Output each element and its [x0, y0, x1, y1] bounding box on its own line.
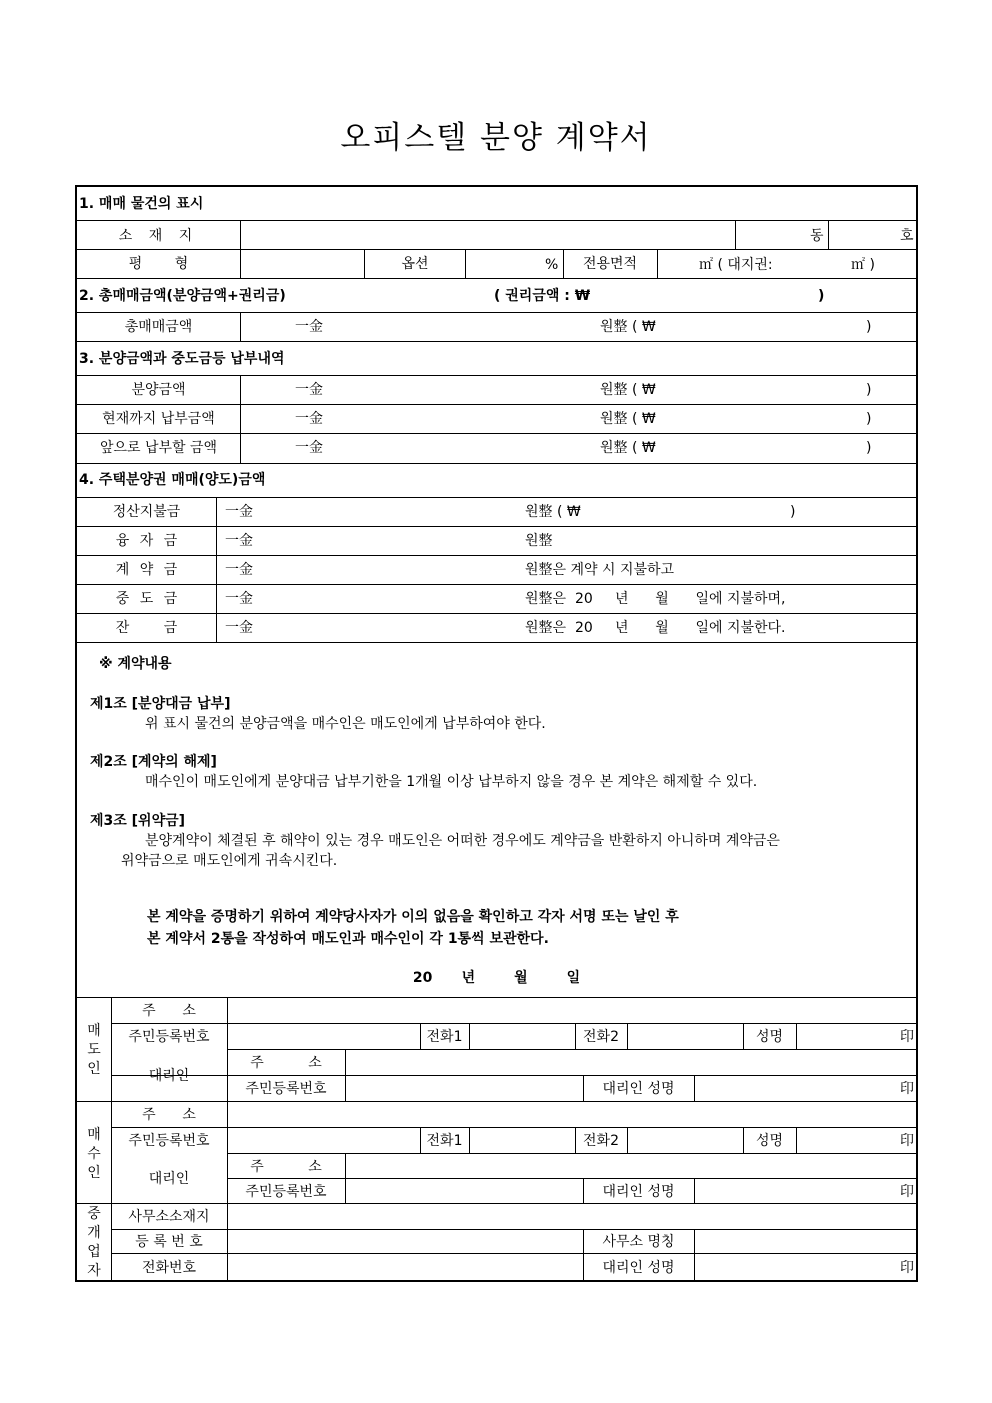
seller-agent-reg-label: 주민등록번호 [245, 1081, 327, 1097]
terms-heading: ※ 계약내용 [99, 656, 172, 672]
remaining-close: ) [866, 440, 872, 456]
settlement-won-suffix: 원整 ( ₩ [525, 504, 581, 520]
section-4-heading: 4. 주택분양권 매매(양도)금액 [79, 472, 266, 488]
article-2-title: 제2조 [계약의 해제] [90, 754, 217, 770]
total-close: ) [866, 319, 872, 335]
seller-agent-label: 대리인 [148, 1068, 190, 1084]
seller-agent-address-label: 주 소 [250, 1055, 322, 1071]
exclusive-area-label: 전용면적 [582, 256, 638, 272]
office-name-label: 사무소 명칭 [602, 1234, 675, 1250]
seller-name-label: 성명 [755, 1029, 784, 1045]
premium-label: ( 권리금액 : ₩ [494, 288, 591, 304]
paid-close: ) [866, 411, 872, 427]
contract-date: 20 년 월 일 [412, 970, 581, 986]
closing-line-2: 본 계약서 2통을 작성하여 매도인과 매수인이 각 1통씩 보관한다. [147, 931, 549, 947]
section-2-heading: 2. 총매매금액(분양금액+권리금) [79, 288, 286, 304]
broker-phone-label: 전화번호 [141, 1260, 197, 1276]
buyer-agent-seal: 印 [900, 1184, 914, 1200]
interim-won-prefix: 一金 [225, 591, 253, 607]
buyer-reg-label: 주민등록번호 [128, 1133, 210, 1149]
seller-phone2-label: 전화2 [583, 1029, 619, 1045]
premium-close: ) [818, 288, 825, 304]
remaining-amount-label: 앞으로 납부할 금액 [99, 440, 218, 456]
seller-reg-label: 주민등록번호 [128, 1029, 210, 1045]
sale-close: ) [866, 382, 872, 398]
loan-won-suffix: 원整 [525, 533, 553, 549]
seller-address-label: 주 소 [142, 1003, 196, 1019]
section-3-heading: 3. 분양금액과 중도금등 납부내역 [79, 351, 285, 367]
contract-form [75, 185, 918, 1282]
sale-amount-label: 분양금액 [131, 382, 186, 398]
deposit-won-suffix: 원整은 계약 시 지불하고 [525, 562, 675, 578]
paid-won-prefix: 一金 [295, 411, 323, 427]
closing-line-1: 본 계약을 증명하기 위하여 계약당사자가 이의 없음을 확인하고 각자 서명 또는 날인 후 [147, 909, 679, 925]
buyer-address-label: 주 소 [142, 1107, 196, 1123]
article-3-body-2: 위약금으로 매도인에게 귀속시킨다. [121, 853, 338, 869]
interim-label: 중 도 금 [115, 591, 178, 607]
seller-seal: 印 [900, 1029, 914, 1045]
land-right-label: ㎡ ( 대지권: [699, 257, 773, 273]
article-1-body: 위 표시 물건의 분양금액을 매수인은 매도인에게 납부하여야 한다. [145, 716, 546, 732]
settlement-close: ) [790, 504, 796, 520]
dong-label: 동 [810, 228, 824, 244]
remaining-won-suffix: 원整 ( ₩ [600, 440, 656, 456]
balance-won-suffix: 원整은 20 년 월 일에 지불한다. [525, 620, 786, 636]
loan-won-prefix: 一金 [225, 533, 253, 549]
broker-label-text: 중개업자 [87, 1206, 101, 1279]
broker-label [84, 1205, 104, 1281]
buyer-agent-label: 대리인 [148, 1171, 190, 1187]
location-label: 소 재 지 [118, 228, 199, 244]
broker-seal: 印 [900, 1260, 914, 1276]
seller-agent-name-label: 대리인 성명 [602, 1081, 675, 1097]
article-1-title: 제1조 [분양대금 납부] [90, 696, 231, 712]
sale-won-prefix: 一金 [295, 382, 323, 398]
land-unit: ㎡ ) [851, 257, 875, 273]
balance-won-prefix: 一金 [225, 620, 253, 636]
broker-agent-name-label: 대리인 성명 [602, 1260, 675, 1276]
page-title: 오피스텔 분양 계약서 [340, 120, 652, 156]
settlement-label: 정산지불금 [112, 504, 181, 520]
office-address-label: 사무소소재지 [128, 1209, 210, 1225]
loan-label: 융 자 금 [115, 533, 178, 549]
interim-won-suffix: 원整은 20 년 월 일에 지불하며, [525, 591, 786, 607]
total-won-suffix: 원整 ( ₩ [600, 319, 656, 335]
article-3-body-1: 분양계약이 체결된 후 해약이 있는 경우 매도인은 어떠한 경우에도 계약금을 반환하지 아니하며 계약금은 [145, 833, 780, 849]
buyer-seal: 印 [900, 1133, 914, 1149]
paid-won-suffix: 원整 ( ₩ [600, 411, 656, 427]
section-1-heading: 1. 매매 물건의 표시 [79, 196, 204, 212]
option-label: 옵션 [401, 256, 429, 272]
seller-agent-seal: 印 [900, 1081, 914, 1097]
buyer-phone1-label: 전화1 [426, 1133, 463, 1149]
registration-number-label: 등 록 번 호 [135, 1234, 203, 1250]
buyer-label-text: 매수인 [87, 1127, 101, 1181]
seller-label-text: 매도인 [87, 1023, 101, 1077]
seller-label [84, 1022, 104, 1079]
buyer-agent-reg-label: 주민등록번호 [245, 1184, 327, 1200]
ho-label: 호 [900, 228, 914, 244]
balance-label: 잔 금 [115, 620, 178, 636]
paid-amount-label: 현재까지 납부금액 [102, 411, 215, 427]
total-amount-label: 총매매금액 [124, 319, 193, 335]
sale-won-suffix: 원整 ( ₩ [600, 382, 656, 398]
area-label: 평 형 [128, 256, 189, 272]
buyer-name-label: 성명 [755, 1133, 784, 1149]
article-2-body: 매수인이 매도인에게 분양대금 납부기한을 1개월 이상 납부하지 않을 경우 본 계약은 해제할 수 있다. [145, 774, 758, 790]
percent-unit: % [545, 257, 559, 273]
settlement-won-prefix: 一金 [225, 504, 253, 520]
article-3-title: 제3조 [위약금] [90, 813, 186, 829]
deposit-label: 계 약 금 [115, 562, 178, 578]
buyer-agent-name-label: 대리인 성명 [602, 1184, 675, 1200]
total-won-prefix: 一金 [295, 319, 323, 335]
deposit-won-prefix: 一金 [225, 562, 253, 578]
buyer-agent-address-label: 주 소 [250, 1159, 322, 1175]
remaining-won-prefix: 一金 [295, 440, 323, 456]
buyer-label [84, 1126, 104, 1183]
seller-phone1-label: 전화1 [426, 1029, 463, 1045]
buyer-phone2-label: 전화2 [583, 1133, 619, 1149]
